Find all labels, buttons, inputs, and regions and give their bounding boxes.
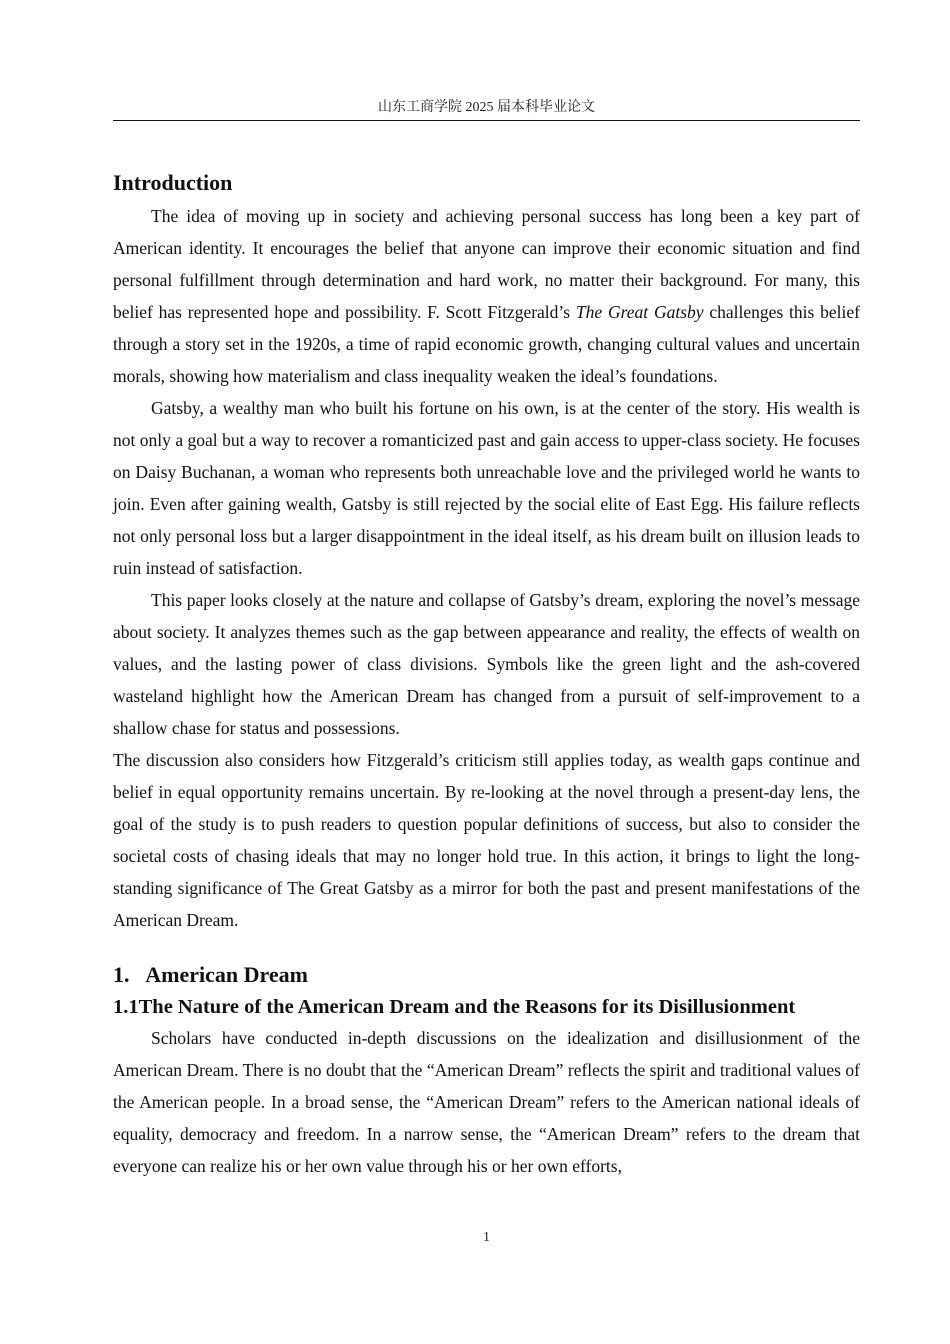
chapter-number: 1. [113,962,130,987]
intro-paragraph-2: Gatsby, a wealthy man who built his fortune on his own, is at the center of the story. His wealth is not only a goal but a way to recover a romanticized past and gain access to upper-class society. He focuses on Daisy Buchanan, a woman who represents both unreachable love and the privileged world he wants to join. Even after gaining wealth, Gatsby is still rejected by the social elite of East Egg. His failure reflects not only personal loss but a larger disappointment in the ideal itself, as his dream built on illusion leads to ruin instead of satisfaction. [113,398,860,578]
chapter-title: American Dream [145,962,308,987]
intro-p1-text-b: challenges this belief through a story set in the 1920s, a time of rapid economic growth, changing cultural values and uncertain morals, showing how materialism and class inequality weaken the ideal’s foundations. [113,302,860,386]
section-number: 1.1 [113,996,139,1018]
chapter-1-heading [113,958,860,992]
header-rule [113,120,860,121]
section-title: The Nature of the American Dream and the Reasons for its Disillusionment [138,996,796,1018]
section-1-1-heading [113,992,860,1022]
book-title-italic: The Great Gatsby [575,302,704,322]
spacer [113,936,860,958]
page-body [113,166,860,1182]
intro-paragraph-3: This paper looks closely at the nature and collapse of Gatsby’s dream, exploring the novel’s message about society. It analyzes themes such as the gap between appearance and reality, the effects of wealth on values, and the lasting power of class divisions. Symbols like the green light and the ash-covered wasteland highlight how the American Dream has changed from a pursuit of self-improvement to a shallow chase for status and possessions. [113,590,860,738]
chapter-1-paragraph-1: Scholars have conducted in-depth discussions on the idealization and disillusionment of the American Dream. There is no doubt that the “American Dream” reflects the spirit and traditional values of the American people. In a broad sense, the “American Dream” refers to the American national ideals of equality, democracy and freedom. In a narrow sense, the “American Dream” refers to the dream that everyone can realize his or her own value through his or her own efforts, [113,1028,860,1176]
intro-p1-text-a: The idea of moving up in society and achieving personal success has long been a key part of American identity. It encourages the belief that anyone can improve their economic situation and find personal fulfillment through determination and hard work, no matter their background. For many, this belief has represented hope and possibility. F. Scott Fitzgerald’s [113,206,860,322]
intro-paragraph-4: The discussion also considers how Fitzgerald’s criticism still applies today, as wealth gaps continue and belief in equal opportunity remains uncertain. By re-looking at the novel through a present-day lens, the goal of the study is to push readers to question popular definitions of success, but also to consider the societal costs of chasing ideals that may no longer hold true. In this action, it brings to light the long-standing significance of The Great Gatsby as a mirror for both the past and present manifestations of the American Dream. [113,750,860,930]
introduction-heading: Introduction [113,170,233,195]
page-number: 1 [483,1230,490,1245]
intro-paragraph-1 [113,200,860,392]
running-header: 山东工商学院 2025 届本科毕业论文 [378,100,595,115]
